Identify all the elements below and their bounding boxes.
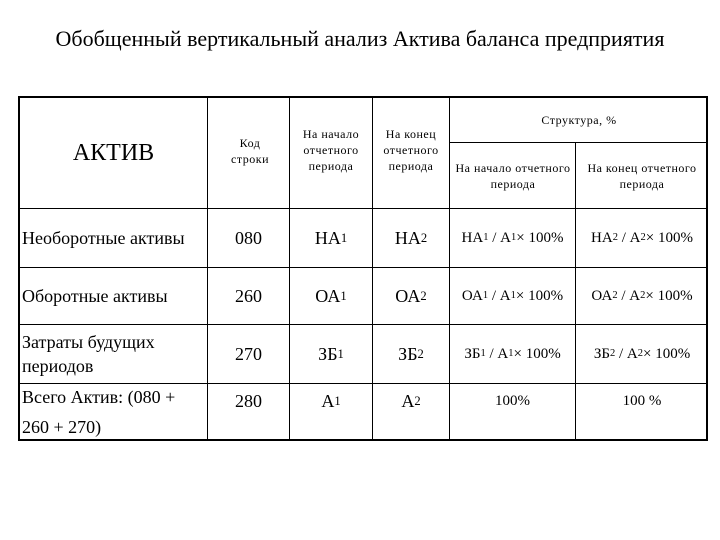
header-structure: Структура, % xyxy=(541,113,617,127)
balance-table xyxy=(18,96,708,441)
row-label: Необоротные активы xyxy=(22,228,185,248)
header-structure-end: На конец отчетного периода xyxy=(587,161,697,191)
row-start-value: ЗБ 1 xyxy=(318,343,344,364)
row-structure-start: ОА 1 / А 1 × 100% xyxy=(461,287,564,304)
row-code: 280 xyxy=(235,390,262,411)
row-start-value: ОА 1 xyxy=(315,285,347,306)
header-start: На начало отчетного периода xyxy=(302,127,360,173)
row-structure-end: ЗБ 2 / А 2 × 100% xyxy=(593,345,691,362)
row-code: 270 xyxy=(235,343,262,364)
header-aktiv: АКТИВ xyxy=(72,139,155,166)
row-end-value: А 2 xyxy=(401,390,421,411)
row-structure-start: ЗБ 1 / А 1 × 100% xyxy=(464,345,561,362)
header-structure-start: На начало отчетного периода xyxy=(455,161,571,191)
row-end-value: ЗБ 2 xyxy=(398,343,424,364)
page-title: Обобщенный вертикальный анализ Актива баланса предприятия xyxy=(55,26,665,51)
row-end-value: НА 2 xyxy=(394,227,428,248)
row-structure-start: НА 1 / А 1 × 100% xyxy=(461,229,564,246)
row-label: Оборотные активы xyxy=(22,286,168,306)
row-structure-end: 100 % xyxy=(622,392,662,409)
row-start-value: А 1 xyxy=(321,390,341,411)
row-structure-start: 100% xyxy=(495,392,530,409)
row-code: 080 xyxy=(235,227,262,248)
row-start-value: НА 1 xyxy=(314,227,348,248)
row-label: Затраты будущих периодов xyxy=(22,332,155,376)
row-structure-end: НА 2 / А 2 × 100% xyxy=(591,229,693,246)
row-label: Всего Актив: (080 + 260 + 270) xyxy=(22,387,176,437)
header-code: Код строки xyxy=(231,136,269,166)
header-end: На конец отчетного периода xyxy=(383,127,439,173)
row-end-value: ОА 2 xyxy=(395,285,427,306)
row-code: 260 xyxy=(235,285,262,306)
row-structure-end: ОА 2 / А 2 × 100% xyxy=(591,287,693,304)
structure-divider xyxy=(449,142,708,143)
